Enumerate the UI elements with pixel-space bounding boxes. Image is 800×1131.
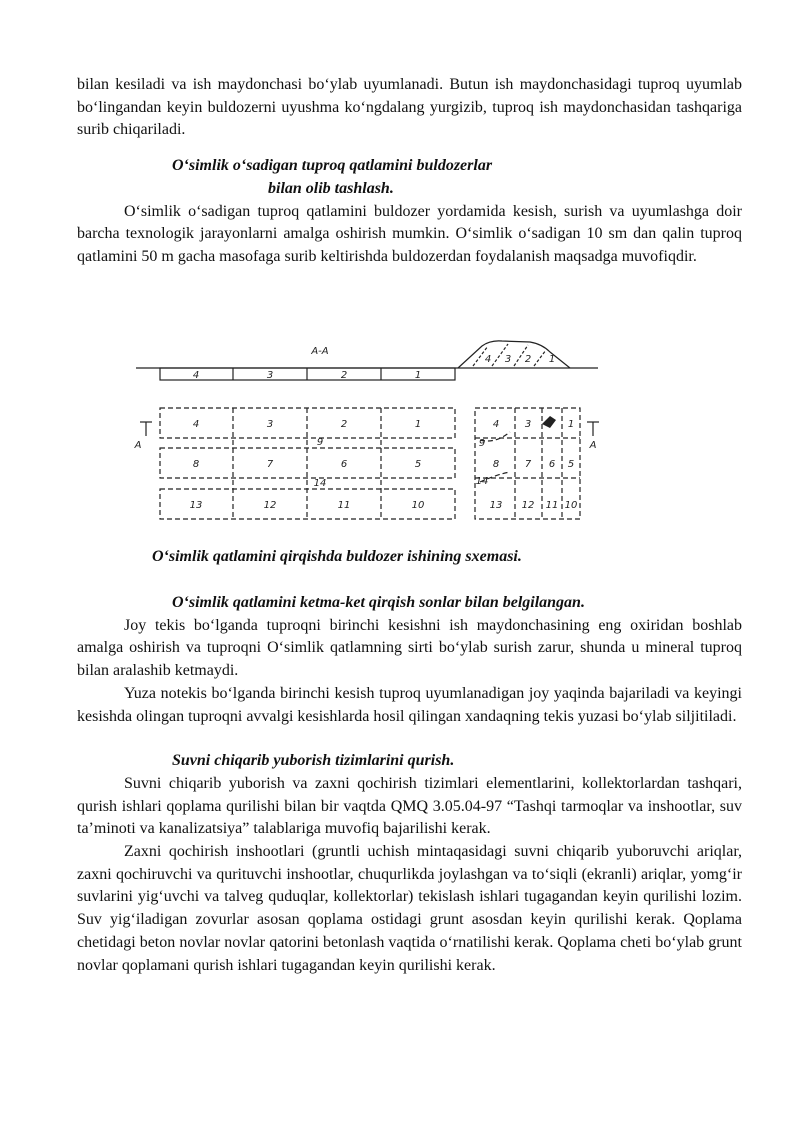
strip-label: 3 xyxy=(266,419,274,430)
pile-label: 1 xyxy=(548,354,556,365)
pile-label: 3 xyxy=(504,354,512,365)
strip-label: 12 xyxy=(521,500,535,511)
strip-label: 12 xyxy=(263,500,277,511)
strip-label: 10 xyxy=(564,500,578,511)
document-page xyxy=(77,74,742,269)
strip-label: 6 xyxy=(340,459,348,470)
paragraph-drainage-systems: Suvni chiqarib yuborish va zaxni qochirish tizimlari elementlarini, kollektorlardan tashqari, qurish ishlari qoplama qurilishi bilan bir vaqtda QMQ 3.05.04-97 “Tashqi tarmoqlar va inshootlar, suv ta’minoti va kanalizatsiya” talablariga muvofiq bajarilishi kerak. xyxy=(77,774,742,838)
section-label: A-A xyxy=(311,346,329,357)
cut-marker-left: A xyxy=(134,440,142,451)
section-cut-label: 1 xyxy=(414,370,422,381)
strip-label: 14 xyxy=(475,476,489,487)
strip-label: 6 xyxy=(548,459,556,470)
strip-label: 9 xyxy=(316,437,324,448)
strip-label: 9 xyxy=(478,438,486,449)
strip-label: 1 xyxy=(567,419,575,430)
heading-topsoil-removal xyxy=(77,155,742,200)
document-page-lower xyxy=(77,592,742,977)
section-cut-label: 2 xyxy=(340,370,348,381)
bulldozer-icon xyxy=(542,416,556,428)
section-cut-label: 3 xyxy=(266,370,274,381)
scheme-drawing xyxy=(130,332,600,532)
strip-label: 14 xyxy=(313,478,327,489)
paragraph-intro: bilan kesiladi va ish maydonchasi bo‘ylab uyumlanadi. Butun ish maydonchasidagi tuproq uyumlab bo‘lingandan keyin buldozerni uyushma ko‘ngdalang yurgizib, tuproq ish maydonchasidan tashqariga surib chiqariladi. xyxy=(77,76,742,139)
heading-drainage: Suvni chiqarib yuborish tizimlarini qurish. xyxy=(172,752,455,770)
strip-label: 5 xyxy=(567,459,575,470)
strip-label: 13 xyxy=(489,500,503,511)
strip-label: 5 xyxy=(414,459,422,470)
heading-cuts-numbered: O‘simlik qatlamini ketma-ket qirqish sonlar bilan belgilangan. xyxy=(172,594,585,611)
strip-label: 8 xyxy=(192,459,200,470)
strip-label: 3 xyxy=(524,419,532,430)
figure-caption: O‘simlik qatlamini qirqishda buldozer ishining sxemasi. xyxy=(152,548,522,565)
heading-line-2: bilan olib tashlash. xyxy=(268,179,394,197)
cut-marker-right: A xyxy=(589,440,597,451)
pile-label: 4 xyxy=(484,354,492,365)
strip-label: 11 xyxy=(337,500,351,511)
strip-label: 7 xyxy=(524,459,532,470)
strip-label: 13 xyxy=(189,500,203,511)
strip-label: 4 xyxy=(192,419,200,430)
heading-line-1: O‘simlik o‘sadigan tuproq qatlamini buldozerlar xyxy=(172,157,493,175)
strip-label: 4 xyxy=(492,419,500,430)
strip-label: 2 xyxy=(340,419,348,430)
strip-label: 7 xyxy=(266,459,274,470)
paragraph-uneven-terrain: Yuza notekis bo‘lganda birinchi kesish tuproq uyumlanadigan joy yaqinda bajariladi va keyingi kesishda olingan tuproqni avvalgi kesishlarda hosil qilingan xandaqning tekis yuzasi bo‘ylab siljitiladi. xyxy=(77,684,742,725)
strip-label: 11 xyxy=(545,500,559,511)
section-cut-label: 4 xyxy=(192,370,200,381)
paragraph-bulldozer: O‘simlik o‘sadigan tuproq qatlamini buldozer yordamida kesish, surish va uyumlashga doir barcha texnologik jarayonlarni amalga oshirish mumkin. O‘simlik o‘sadigan 10 sm dan qalin tuproq qatlamini 50 m gacha masofaga surib keltirishda buldozerdan foydalanish maqsadga muvofiqdir. xyxy=(77,202,742,265)
strip-label: 10 xyxy=(411,500,425,511)
strip-label: 8 xyxy=(492,459,500,470)
pile-label: 2 xyxy=(524,354,532,365)
bulldozer-scheme-figure xyxy=(130,332,600,532)
paragraph-drainage-structures: Zaxni qochirish inshootlari (gruntli uchish mintaqasidagi suvni chiqarib yuboruvchi ariqlar, zaxni qochiruvchi va qurituvchi inshootlar, chuqurlikda joylashgan va to‘siqli (ekranli) ariqlar, yomg‘ir suvlarini yig‘uvchi va talveg quduqlar, kollektorlar) tekislash ishlari tugagandan keyin qurilishi lozim. Suv yig‘iladigan zovurlar asosan qoplama ostidagi grunt asosdan keyin qurilishi kerak. Qoplama chetidagi beton novlar novlar qatorini betonlash vaqtida o‘rnatilishi kerak. Qoplama cheti bo‘ylab grunt novlar qoplamani qurish ishlari tugagandan keyin qurilishi kerak. xyxy=(77,843,742,974)
paragraph-flat-terrain: Joy tekis bo‘lganda tuproqni birinchi kesishni ish maydonchasining eng oxiridan boshlab amalga oshirish va tuproqni O‘simlik qatlamning sirti bo‘ylab surish zarur, shunda u mineral tuproq bilan aralashib ketmaydi. xyxy=(77,616,742,680)
strip-label: 1 xyxy=(414,419,422,430)
